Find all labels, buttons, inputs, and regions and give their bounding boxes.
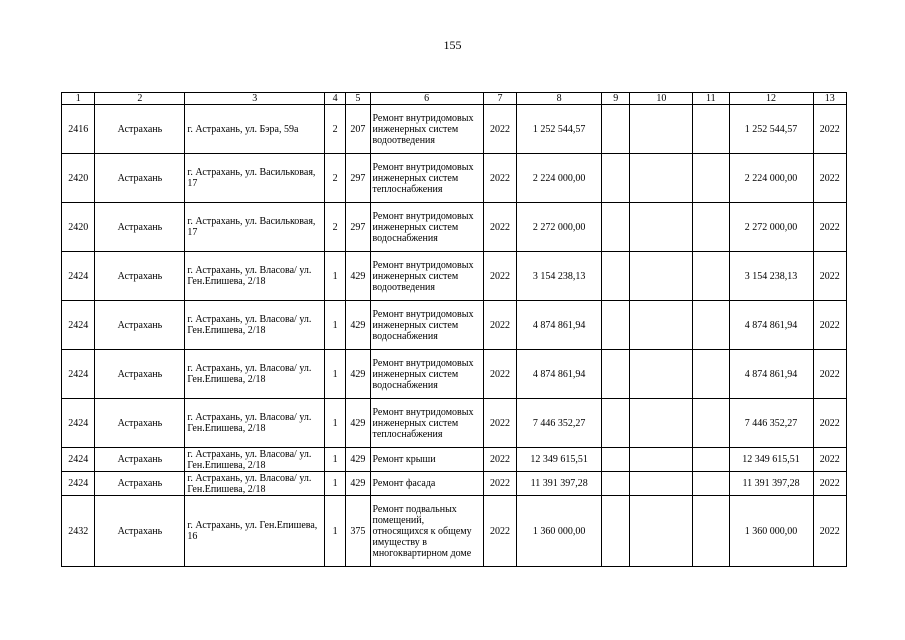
col-11-cell	[693, 399, 729, 448]
col-10-cell	[630, 350, 693, 399]
column-number: 9	[602, 93, 630, 105]
floors-cell: 1	[325, 472, 346, 496]
total-cost-cell: 4 874 861,94	[729, 301, 813, 350]
municipality-cell: Астрахань	[95, 350, 185, 399]
col-9-cell	[602, 350, 630, 399]
column-number-row	[62, 93, 847, 105]
completion-year-cell: 2022	[813, 472, 846, 496]
row-id-cell: 2420	[62, 154, 95, 203]
col-10-cell	[630, 203, 693, 252]
col-10-cell	[630, 252, 693, 301]
column-number: 10	[630, 93, 693, 105]
year-cell: 2022	[483, 301, 516, 350]
address-cell: г. Астрахань, ул. Бэра, 59а	[185, 105, 325, 154]
municipality-cell: Астрахань	[95, 301, 185, 350]
completion-year-cell: 2022	[813, 399, 846, 448]
col-11-cell	[693, 203, 729, 252]
house-code-cell: 429	[346, 252, 370, 301]
col-9-cell	[602, 448, 630, 472]
municipality-cell: Астрахань	[95, 496, 185, 567]
table-row	[62, 496, 847, 567]
completion-year-cell: 2022	[813, 105, 846, 154]
completion-year-cell: 2022	[813, 496, 846, 567]
table-row	[62, 448, 847, 472]
house-code-cell: 429	[346, 301, 370, 350]
house-code-cell: 429	[346, 448, 370, 472]
col-11-cell	[693, 350, 729, 399]
completion-year-cell: 2022	[813, 350, 846, 399]
col-10-cell	[630, 105, 693, 154]
floors-cell: 1	[325, 448, 346, 472]
address-cell: г. Астрахань, ул. Власова/ ул. Ген.Епишева, 2/18	[185, 252, 325, 301]
municipality-cell: Астрахань	[95, 154, 185, 203]
house-code-cell: 429	[346, 399, 370, 448]
column-number: 5	[346, 93, 370, 105]
column-number: 3	[185, 93, 325, 105]
address-cell: г. Астрахань, ул. Власова/ ул. Ген.Епишева, 2/18	[185, 448, 325, 472]
work-type-cell: Ремонт внутридомовых инженерных систем водоснабжения	[370, 350, 483, 399]
col-10-cell	[630, 301, 693, 350]
work-type-cell: Ремонт внутридомовых инженерных систем водоотведения	[370, 252, 483, 301]
work-type-cell: Ремонт внутридомовых инженерных систем водоснабжения	[370, 301, 483, 350]
year-cell: 2022	[483, 350, 516, 399]
table-row	[62, 203, 847, 252]
floors-cell: 1	[325, 496, 346, 567]
column-number: 13	[813, 93, 846, 105]
floors-cell: 2	[325, 105, 346, 154]
col-9-cell	[602, 301, 630, 350]
cost-cell: 11 391 397,28	[517, 472, 602, 496]
cost-cell: 3 154 238,13	[517, 252, 602, 301]
column-number: 7	[483, 93, 516, 105]
address-cell: г. Астрахань, ул. Васильковая, 17	[185, 203, 325, 252]
total-cost-cell: 3 154 238,13	[729, 252, 813, 301]
house-code-cell: 207	[346, 105, 370, 154]
total-cost-cell: 1 360 000,00	[729, 496, 813, 567]
row-id-cell: 2424	[62, 399, 95, 448]
col-9-cell	[602, 399, 630, 448]
work-type-cell: Ремонт внутридомовых инженерных систем теплоснабжения	[370, 399, 483, 448]
col-11-cell	[693, 472, 729, 496]
table-row	[62, 154, 847, 203]
col-10-cell	[630, 496, 693, 567]
table-row	[62, 252, 847, 301]
table-row	[62, 301, 847, 350]
house-code-cell: 297	[346, 154, 370, 203]
cost-cell: 2 272 000,00	[517, 203, 602, 252]
work-type-cell: Ремонт внутридомовых инженерных систем водоснабжения	[370, 203, 483, 252]
col-11-cell	[693, 252, 729, 301]
column-number: 6	[370, 93, 483, 105]
works-table	[61, 92, 847, 567]
house-code-cell: 429	[346, 350, 370, 399]
total-cost-cell: 7 446 352,27	[729, 399, 813, 448]
row-id-cell: 2420	[62, 203, 95, 252]
table-row	[62, 350, 847, 399]
column-number: 2	[95, 93, 185, 105]
column-number: 11	[693, 93, 729, 105]
completion-year-cell: 2022	[813, 203, 846, 252]
table-row	[62, 472, 847, 496]
year-cell: 2022	[483, 203, 516, 252]
cost-cell: 2 224 000,00	[517, 154, 602, 203]
col-9-cell	[602, 154, 630, 203]
col-11-cell	[693, 154, 729, 203]
row-id-cell: 2432	[62, 496, 95, 567]
col-9-cell	[602, 496, 630, 567]
year-cell: 2022	[483, 399, 516, 448]
col-10-cell	[630, 448, 693, 472]
cost-cell: 4 874 861,94	[517, 301, 602, 350]
work-type-cell: Ремонт подвальных помещений, относящихся к общему имуществу в многоквартирном доме	[370, 496, 483, 567]
total-cost-cell: 12 349 615,51	[729, 448, 813, 472]
total-cost-cell: 2 224 000,00	[729, 154, 813, 203]
house-code-cell: 429	[346, 472, 370, 496]
address-cell: г. Астрахань, ул. Васильковая, 17	[185, 154, 325, 203]
cost-cell: 1 252 544,57	[517, 105, 602, 154]
col-10-cell	[630, 472, 693, 496]
floors-cell: 1	[325, 350, 346, 399]
floors-cell: 1	[325, 301, 346, 350]
completion-year-cell: 2022	[813, 252, 846, 301]
year-cell: 2022	[483, 105, 516, 154]
house-code-cell: 297	[346, 203, 370, 252]
address-cell: г. Астрахань, ул. Ген.Епишева, 16	[185, 496, 325, 567]
total-cost-cell: 1 252 544,57	[729, 105, 813, 154]
cost-cell: 7 446 352,27	[517, 399, 602, 448]
col-9-cell	[602, 472, 630, 496]
municipality-cell: Астрахань	[95, 399, 185, 448]
row-id-cell: 2424	[62, 448, 95, 472]
col-9-cell	[602, 203, 630, 252]
cost-cell: 4 874 861,94	[517, 350, 602, 399]
floors-cell: 1	[325, 252, 346, 301]
col-11-cell	[693, 105, 729, 154]
year-cell: 2022	[483, 496, 516, 567]
municipality-cell: Астрахань	[95, 203, 185, 252]
row-id-cell: 2424	[62, 252, 95, 301]
completion-year-cell: 2022	[813, 301, 846, 350]
year-cell: 2022	[483, 448, 516, 472]
table-row	[62, 105, 847, 154]
page-number: 155	[443, 38, 462, 52]
year-cell: 2022	[483, 472, 516, 496]
house-code-cell: 375	[346, 496, 370, 567]
work-type-cell: Ремонт фасада	[370, 472, 483, 496]
municipality-cell: Астрахань	[95, 252, 185, 301]
column-number: 12	[729, 93, 813, 105]
column-number: 1	[62, 93, 95, 105]
floors-cell: 2	[325, 154, 346, 203]
cost-cell: 1 360 000,00	[517, 496, 602, 567]
table-row	[62, 399, 847, 448]
work-type-cell: Ремонт внутридомовых инженерных систем водоотведения	[370, 105, 483, 154]
col-10-cell	[630, 399, 693, 448]
completion-year-cell: 2022	[813, 448, 846, 472]
row-id-cell: 2424	[62, 301, 95, 350]
row-id-cell: 2424	[62, 350, 95, 399]
col-9-cell	[602, 105, 630, 154]
total-cost-cell: 2 272 000,00	[729, 203, 813, 252]
address-cell: г. Астрахань, ул. Власова/ ул. Ген.Епишева, 2/18	[185, 399, 325, 448]
col-9-cell	[602, 252, 630, 301]
row-id-cell: 2416	[62, 105, 95, 154]
year-cell: 2022	[483, 252, 516, 301]
total-cost-cell: 4 874 861,94	[729, 350, 813, 399]
column-number: 8	[517, 93, 602, 105]
work-type-cell: Ремонт крыши	[370, 448, 483, 472]
floors-cell: 2	[325, 203, 346, 252]
completion-year-cell: 2022	[813, 154, 846, 203]
col-11-cell	[693, 496, 729, 567]
municipality-cell: Астрахань	[95, 448, 185, 472]
floors-cell: 1	[325, 399, 346, 448]
row-id-cell: 2424	[62, 472, 95, 496]
municipality-cell: Астрахань	[95, 472, 185, 496]
cost-cell: 12 349 615,51	[517, 448, 602, 472]
work-type-cell: Ремонт внутридомовых инженерных систем теплоснабжения	[370, 154, 483, 203]
col-10-cell	[630, 154, 693, 203]
address-cell: г. Астрахань, ул. Власова/ ул. Ген.Епишева, 2/18	[185, 472, 325, 496]
col-11-cell	[693, 301, 729, 350]
col-11-cell	[693, 448, 729, 472]
total-cost-cell: 11 391 397,28	[729, 472, 813, 496]
column-number: 4	[325, 93, 346, 105]
address-cell: г. Астрахань, ул. Власова/ ул. Ген.Епишева, 2/18	[185, 350, 325, 399]
year-cell: 2022	[483, 154, 516, 203]
municipality-cell: Астрахань	[95, 105, 185, 154]
address-cell: г. Астрахань, ул. Власова/ ул. Ген.Епишева, 2/18	[185, 301, 325, 350]
